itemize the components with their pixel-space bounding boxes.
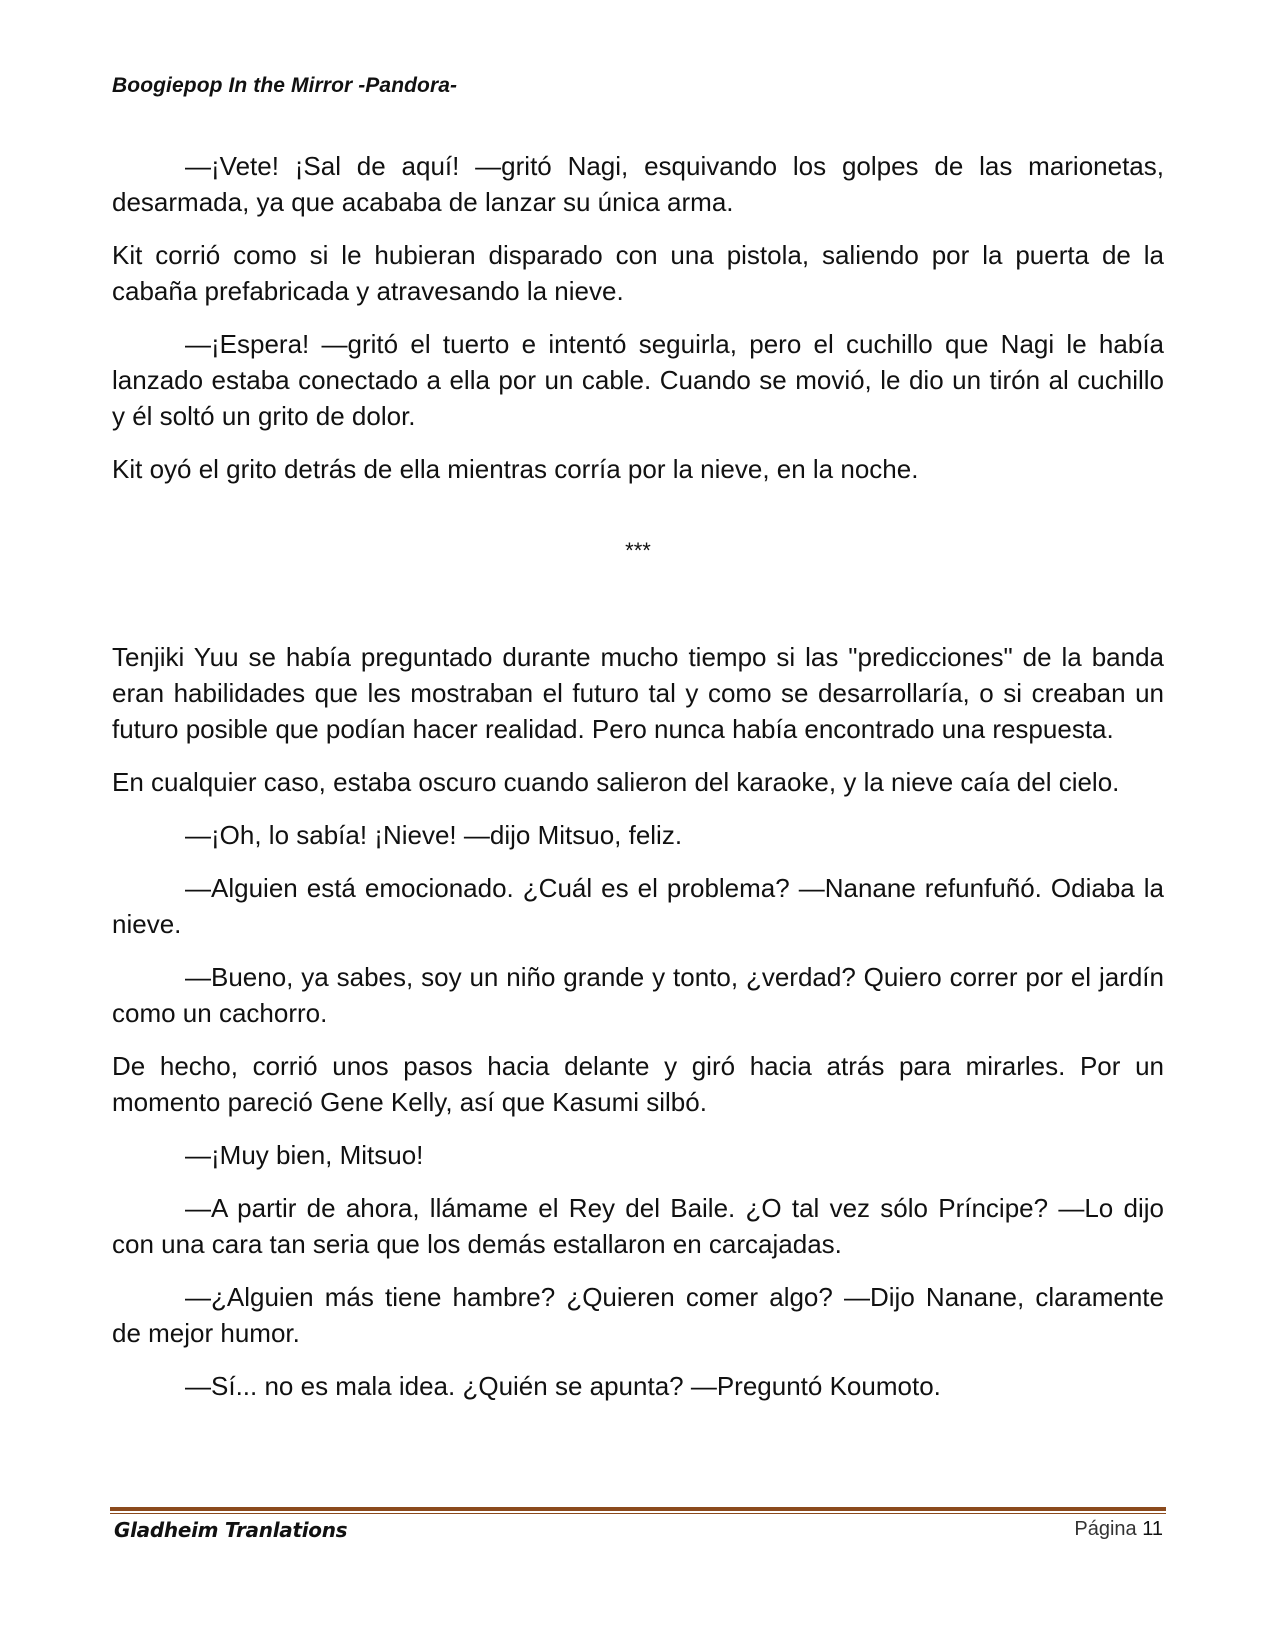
page-number: 11 [1142,1518,1163,1540]
page-label: Página [1074,1518,1137,1540]
paragraph: —¡Espera! —gritó el tuerto e intentó seguirla, pero el cuchillo que Nagi le había lanzado estaba conectado a ella por un cable. Cuando se movió, le dio un tirón al cuchillo y él soltó un grito de dolor. [112,329,1164,431]
footer-translator-credit: Gladheim Tranlations [114,1518,348,1542]
body-text [112,148,1164,1421]
scene-separator: *** [625,538,651,563]
paragraph: —¡Oh, lo sabía! ¡Nieve! —dijo Mitsuo, feliz. [185,820,683,850]
header-book-title: Boogiepop In the Mirror -Pandora- [112,74,458,97]
footer-divider [110,1507,1166,1514]
paragraph: —¿Alguien más tiene hambre? ¿Quieren comer algo? —Dijo Nanane, claramente de mejor humor. [112,1282,1164,1348]
paragraph: De hecho, corrió unos pasos hacia delante y giró hacia atrás para mirarles. Por un momento pareció Gene Kelly, así que Kasumi silbó. [112,1051,1164,1117]
paragraph: —¡Vete! ¡Sal de aquí! —gritó Nagi, esquivando los golpes de las marionetas, desarmada, ya que acababa de lanzar su única arma. [112,151,1164,217]
paragraph: Tenjiki Yuu se había preguntado durante mucho tiempo si las "predicciones" de la banda eran habilidades que les mostraban el futuro tal y como se desarrollaría, o si creaban un futuro posible que podían hacer realidad. Pero nunca había encontrado una respuesta. [112,642,1164,744]
paragraph: Kit oyó el grito detrás de ella mientras corría por la nieve, en la noche. [112,454,919,484]
paragraph: —¡Muy bien, Mitsuo! [185,1140,424,1170]
footer-divider-thin [110,1513,1166,1514]
paragraph: —Sí... no es mala idea. ¿Quién se apunta? —Preguntó Koumoto. [185,1371,941,1401]
footer-divider-thick [110,1507,1166,1511]
paragraph: En cualquier caso, estaba oscuro cuando salieron del karaoke, y la nieve caía del cielo. [112,767,1120,797]
paragraph: —Alguien está emocionado. ¿Cuál es el problema? —Nanane refunfuñó. Odiaba la nieve. [112,873,1164,939]
paragraph: —A partir de ahora, llámame el Rey del Baile. ¿O tal vez sólo Príncipe? —Lo dijo con una cara tan seria que los demás estallaron en carcajadas. [112,1193,1164,1259]
paragraph: Kit corrió como si le hubieran disparado con una pistola, saliendo por la puerta de la cabaña prefabricada y atravesando la nieve. [112,240,1164,306]
paragraph: —Bueno, ya sabes, soy un niño grande y tonto, ¿verdad? Quiero correr por el jardín como un cachorro. [112,962,1164,1028]
footer-page-indicator [1074,1518,1163,1541]
